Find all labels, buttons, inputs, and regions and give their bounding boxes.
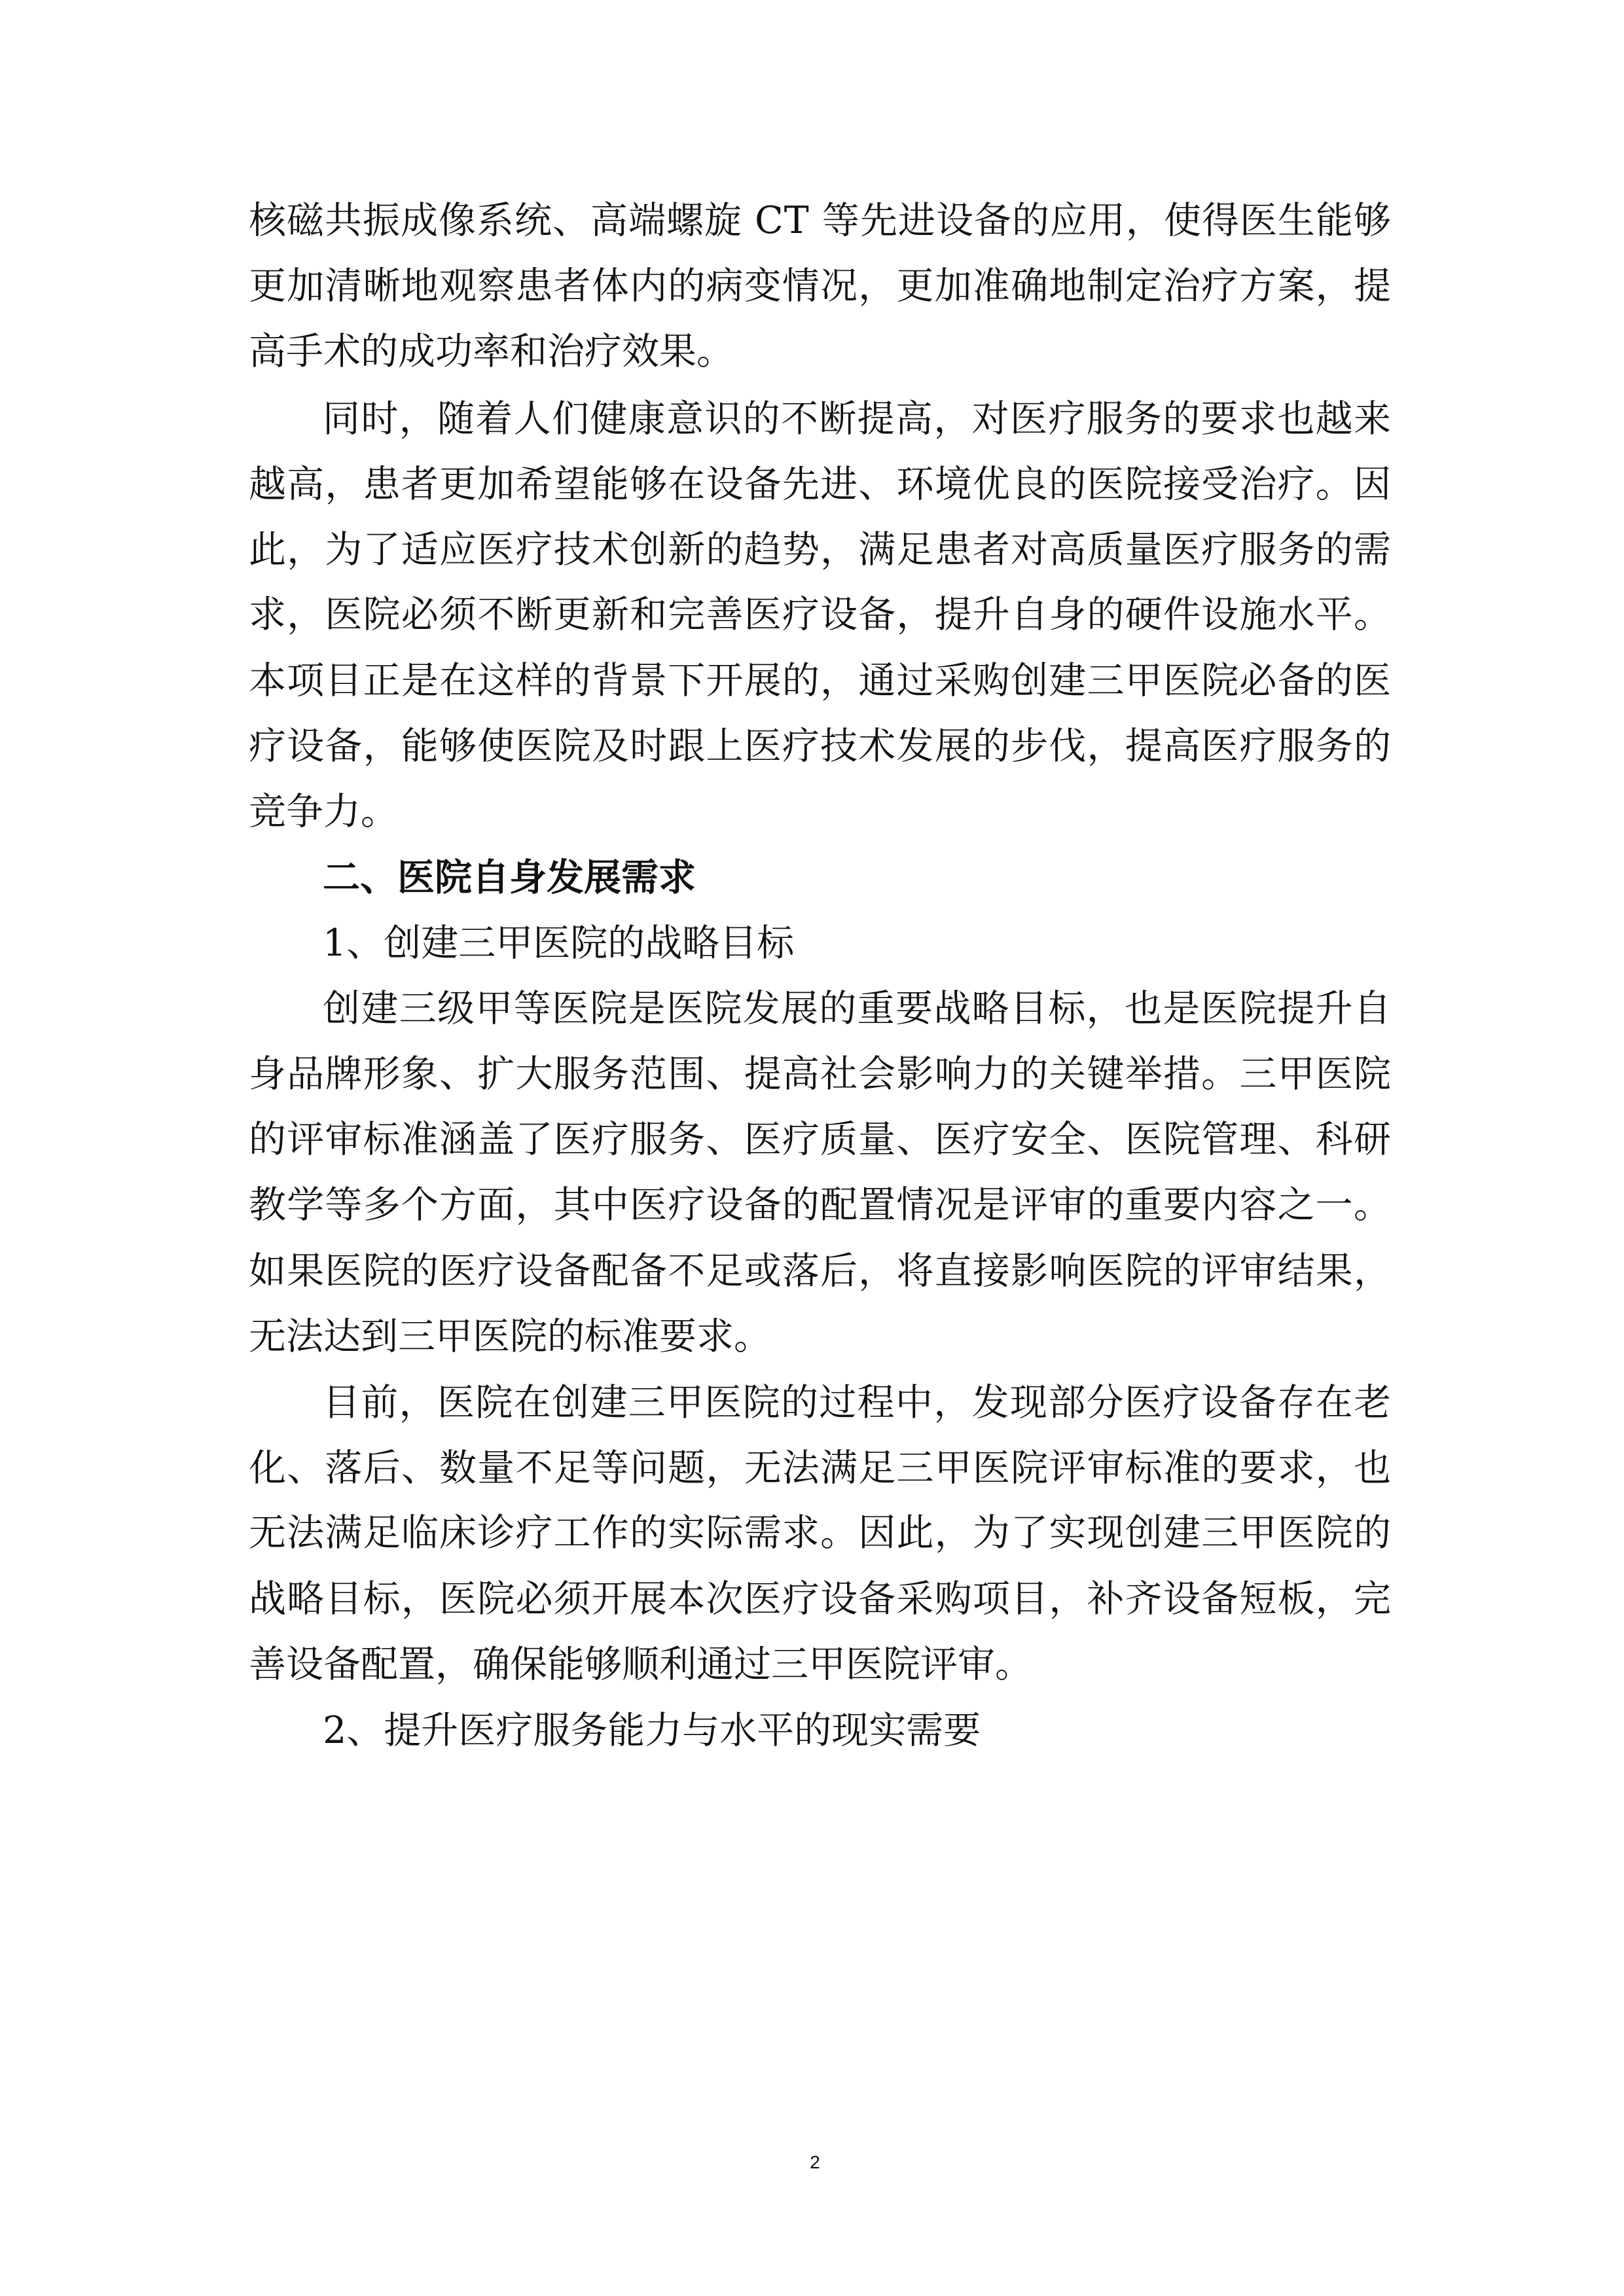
body-line: 高手术的成功率和治疗效果。	[249, 330, 734, 373]
body-line: 战略目标，医院必须开展本次医疗设备采购项目，补齐设备短板，完	[249, 1577, 1392, 1621]
body-line: 教学等多个方面，其中医疗设备的配置情况是评审的重要内容之一。	[249, 1183, 1392, 1227]
body-line: 化、落后、数量不足等问题，无法满足三甲医院评审标准的要求，也	[249, 1446, 1392, 1490]
body-line: 核磁共振成像系统、高端螺旋 CT 等先进设备的应用，使得医生能够	[249, 199, 1392, 242]
body-line: 本项目正是在这样的背景下开展的，通过采购创建三甲医院必备的医	[249, 659, 1392, 702]
subsection-heading: 2、提升医疗服务能力与水平的现实需要	[323, 1709, 981, 1752]
page-number: 2	[810, 2152, 820, 2172]
body-line: 疗设备，能够使医院及时跟上医疗技术发展的步伐，提高医疗服务的	[249, 725, 1392, 768]
body-line: 求，医院必须不断更新和完善医疗设备，提升自身的硬件设施水平。	[249, 593, 1392, 636]
body-line: 无法满足临床诊疗工作的实际需求。因此，为了实现创建三甲医院的	[249, 1511, 1392, 1554]
body-line: 同时，随着人们健康意识的不断提高，对医疗服务的要求也越来	[323, 397, 1392, 440]
body-line: 更加清晰地观察患者体内的病变情况，更加准确地制定治疗方案，提	[249, 264, 1392, 308]
body-line: 身品牌形象、扩大服务范围、提高社会影响力的关键举措。三甲医院	[249, 1052, 1392, 1096]
body-line: 的评审标准涵盖了医疗服务、医疗质量、医疗安全、医院管理、科研	[249, 1118, 1392, 1161]
body-line: 无法达到三甲医院的标准要求。	[249, 1315, 771, 1358]
body-line: 竞争力。	[249, 790, 398, 833]
body-line: 创建三级甲等医院是医院发展的重要战略目标，也是医院提升自	[323, 987, 1392, 1030]
body-line: 越高，患者更加希望能够在设备先进、环境优良的医院接受治疗。因	[249, 463, 1392, 506]
body-line: 目前，医院在创建三甲医院的过程中，发现部分医疗设备存在老	[323, 1381, 1392, 1424]
body-line: 如果医院的医疗设备配备不足或落后，将直接影响医院的评审结果，	[249, 1249, 1392, 1293]
section-heading: 二、医院自身发展需求	[323, 856, 696, 899]
subsection-heading: 1、创建三甲医院的战略目标	[323, 922, 795, 965]
body-line: 此，为了适应医疗技术创新的趋势，满足患者对高质量医疗服务的需	[249, 528, 1392, 571]
body-line: 善设备配置，确保能够顺利通过三甲医院评审。	[249, 1643, 1032, 1686]
